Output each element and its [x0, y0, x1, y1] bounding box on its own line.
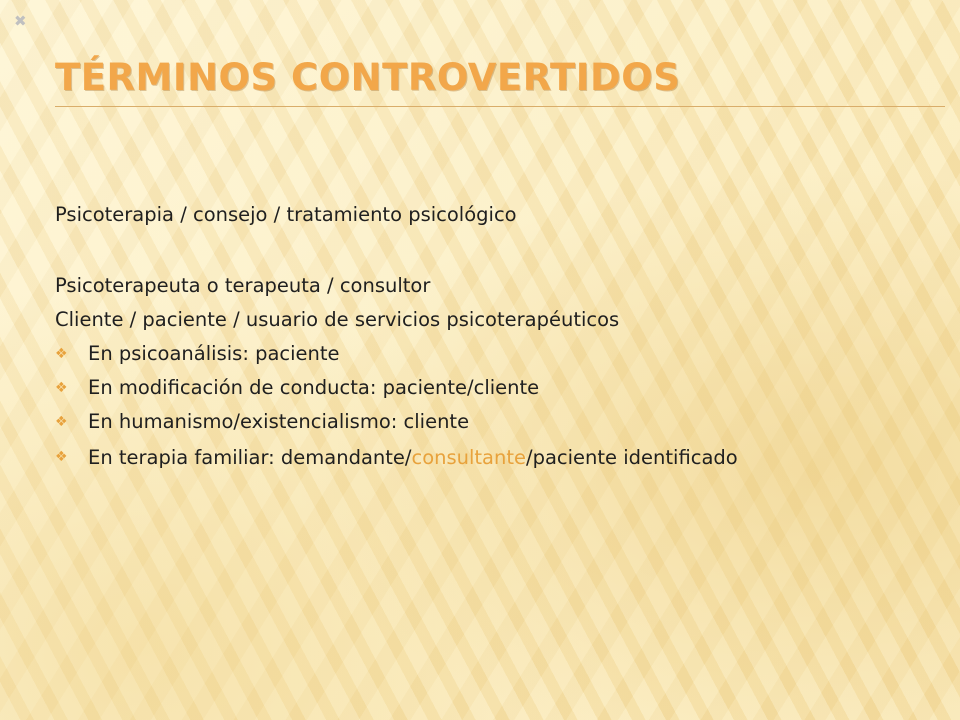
- diamond-bullet-icon: ❖: [55, 346, 68, 362]
- slide-body: [55, 198, 915, 469]
- bullet-text-before: En terapia familiar: demandante/: [88, 446, 412, 469]
- body-line-psicoterapeuta: Psicoterapeuta o terapeuta / consultor: [55, 274, 431, 297]
- body-line-psicoterapia: Psicoterapia / consejo / tratamiento psicológico: [55, 203, 517, 226]
- bullet-text: [88, 446, 738, 469]
- bullet-text: En modificación de conducta: paciente/cliente: [88, 376, 540, 399]
- corner-x-mark-icon: ✖: [14, 12, 27, 30]
- body-line-cliente: Cliente / paciente / usuario de servicios psicoterapéuticos: [55, 308, 620, 331]
- bullet-list: [55, 337, 915, 469]
- diamond-bullet-icon: ❖: [55, 414, 68, 430]
- bullet-text: En psicoanálisis: paciente: [88, 342, 340, 365]
- bullet-text-after: /paciente identificado: [526, 446, 738, 469]
- diamond-bullet-icon: ❖: [55, 380, 68, 396]
- diamond-bullet-icon: ❖: [55, 449, 68, 465]
- bullet-text: En humanismo/existencialismo: cliente: [88, 410, 470, 433]
- highlighted-word: consultante: [411, 446, 527, 469]
- list-item: [55, 446, 915, 469]
- list-item: [55, 337, 915, 371]
- title-divider: [55, 106, 945, 107]
- paragraph-gap: [55, 232, 915, 269]
- list-item: [55, 405, 915, 439]
- slide-title: TÉRMINOS CONTROVERTIDOS: [55, 56, 681, 99]
- list-item: [55, 371, 915, 405]
